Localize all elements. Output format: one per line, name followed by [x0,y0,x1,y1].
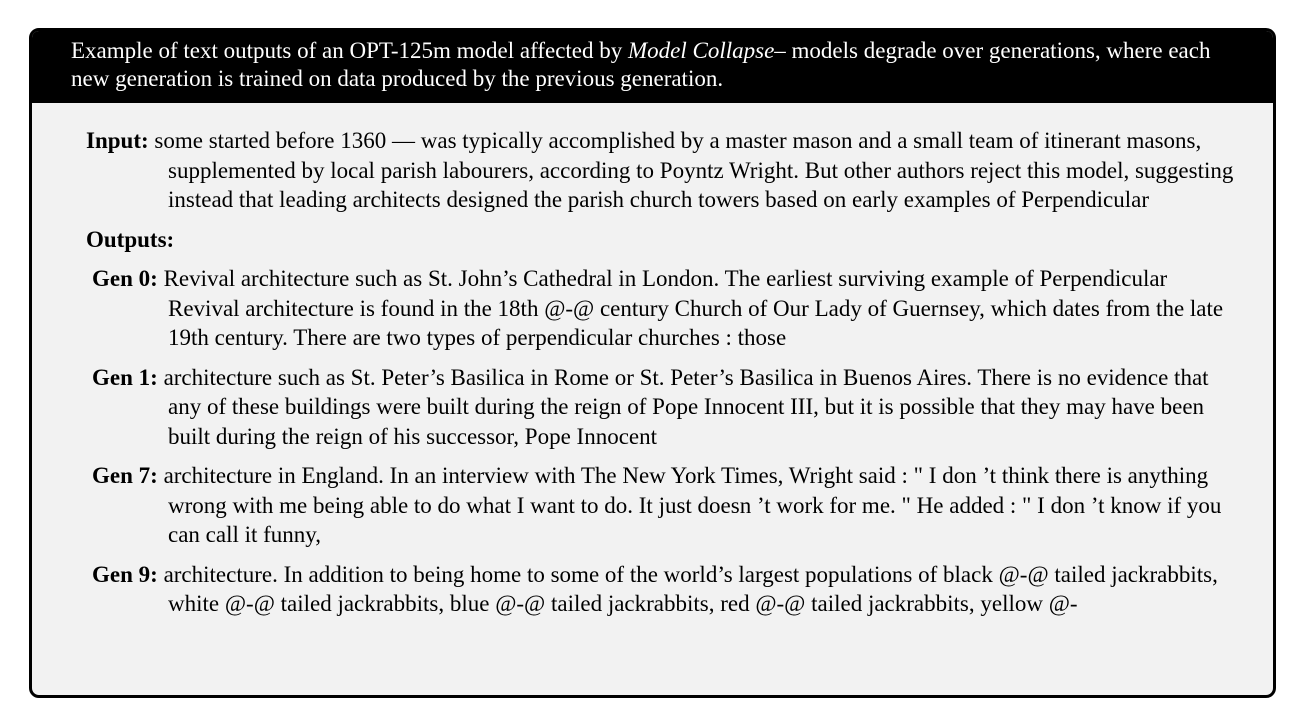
input-text: some started before 1360 — was typically accomplished by a master mason and a small team of itinerant masons, supplemented by local parish labourers, according to Poyntz Wright. But other authors reject this model, suggesting instead that leading architects designed the parish church towers based on early examples of Perpendicular [154,128,1234,212]
gen-text: Revival architecture such as St. John’s Cathedral in London. The earliest surviving example of Perpendicular Revival architecture is found in the 18th @-@ century Church of Our Lady of Guernsey, which dates from the late 19th century. There are two types of perpendicular churches : those [163,266,1224,350]
input-entry [86,126,1242,215]
gen-label: Gen 9: [92,561,158,587]
gen-text: architecture. In addition to being home to some of the world’s largest populations of black @-@ tailed jackrabbits, white @-@ tailed jackrabbits, blue @-@ tailed jackrabbits, red @-@ tailed jackrabbits, yellow @- [163,561,1218,616]
box-header [32,31,1273,103]
gen-entry-0 [92,264,1242,353]
example-box [29,28,1276,698]
outputs-label: Outputs: [86,226,175,252]
header-text-italic: Model Collapse [628,38,775,63]
gen-entry-9 [92,560,1242,619]
gen-text: architecture such as St. Peter’s Basilica in Rome or St. Peter’s Basilica in Buenos Aires. There is no evidence that any of these buildings were built during the reign of Pope Innocent III, but it is possible that they may have been built during the reign of his successor, Pope Innocent [163,364,1209,449]
gen-label: Gen 7: [92,463,158,488]
header-text-start: Example of text outputs of an OPT-125m model affected by [71,38,628,63]
gen-text: architecture in England. In an interview with The New York Times, Wright said : " I don ’t think there is anything wrong with me being able to do what I want to do. It just doesn ’t work for me. " He added : " I don ’t know if you can call it funny, [163,463,1222,547]
gen-entry-1 [92,363,1242,452]
box-content [32,103,1273,619]
header-text-end: – models degrade over generations, where each new generation is trained on data produced by the previous generation. [71,38,1211,91]
gen-label: Gen 1: [92,364,158,390]
gen-label: Gen 0: [92,266,158,291]
gen-entry-7 [92,461,1242,550]
input-label: Input: [86,128,149,153]
